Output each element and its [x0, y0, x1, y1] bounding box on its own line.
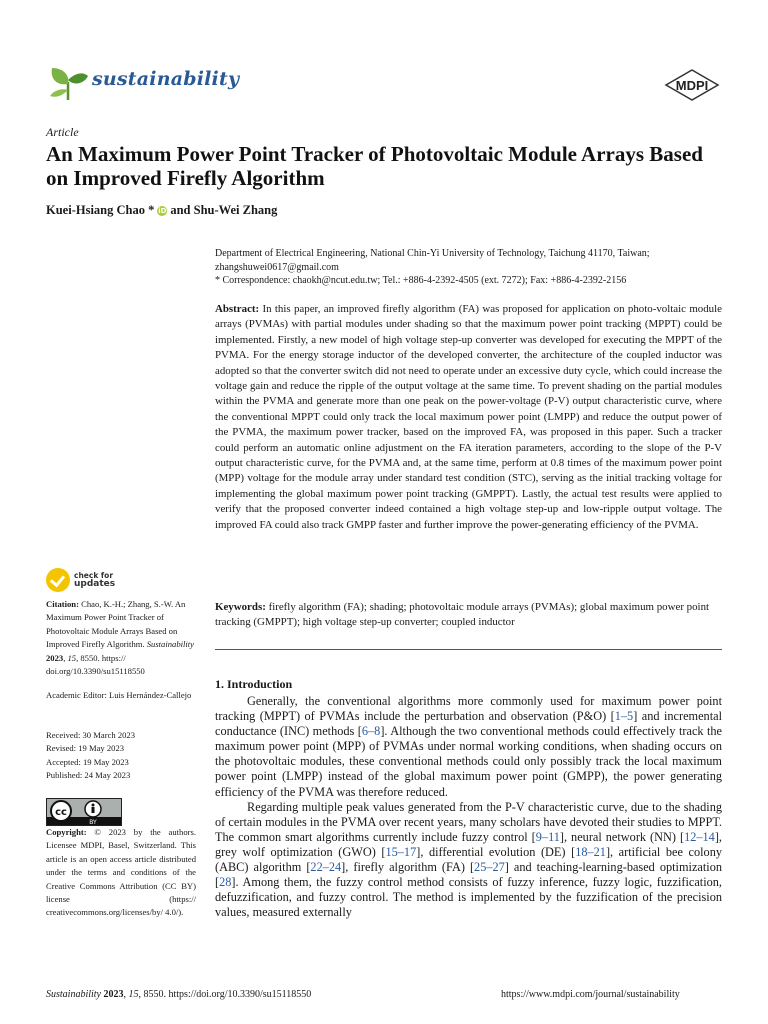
abstract-text: In this paper, an improved firefly algorithm (FA) was proposed for application on photo-voltaic module arrays (PVMAs) with partial modules under shading so that the maximum power point tracking (MPPT) could be implemented. Firstly, a new model of high voltage step-up converter was developed for executing the MPPT of the PVMA. For the energy storage inductor of the developed converter, the architecture of the coupled inductor was adopted so that the converter switch did not need to operate under an excessive duty cycle, which could increase the voltage gain and reduce the ripple of the output voltage at the same time. To prevent shading on the partial modules within the PVMA and generate more than one peak on the power-voltage (P-V) output characteristic curve, where the conventional MPPT could only track the local maximum power point (LMPP) and reduce the output power of the PVMA, the maximum power tracker, based on the improved FA, was proposed in this paper. Such a tracker could perform an automatic online adjustment on the FA iteration parameters, according to the slope of the P-V output characteristic curve, for the PVMA and, at the same time, perform at 0.8 times of the maximum power point (MPP) voltage for the module array under standard test condition (STC), serving as the initial tracking voltage for implementing the global maximum power point tracking (GMPPT). Lastly, the actual test results were applied to verify that the proposed converter indeed contained a high voltage step-up and low-ripple output voltage. The improved FA could also track GMPP faster and further improve the power-generating efficiency of the PVMA. — [215, 303, 722, 531]
citation-link[interactable]: 25–27 — [474, 860, 505, 875]
citation-link[interactable]: 15–17 — [385, 844, 417, 859]
author-list — [46, 203, 277, 218]
citation-link[interactable]: 22–24 — [310, 860, 342, 875]
article-type: Article — [46, 125, 79, 139]
date-revised: Revised: 19 May 2023 — [46, 743, 125, 754]
svg-text:cc: cc — [55, 807, 67, 818]
citation-block: Citation: Chao, K.-H.; Zhang, S.-W. An Maximum Power Point Tracker of Photovoltaic Module Arrays Based on Improved Firefly Algorithm. Sustainability 2023, 15, 8550. https:// doi.org/10.3390/su15118550 — [46, 599, 194, 677]
orcid-icon[interactable]: iD — [158, 206, 167, 215]
copyright-label: Copyright: — [46, 827, 87, 837]
citation-doi[interactable]: , 8550. https:// doi.org/10.3390/su15118550 — [46, 652, 145, 677]
date-accepted: Accepted: 19 May 2023 — [46, 756, 129, 767]
correspondence: * Correspondence: chaokh@ncut.edu.tw; Tel.: +886-4-2392-4505 (ext. 7272); Fax: +886-4-2392-2156 — [215, 275, 627, 286]
license-badge-label: BY — [89, 819, 97, 825]
paragraph: Generally, the conventional algorithms more commonly used for maximum power point tracking (MPPT) of PVMAs include the perturbation and observation (P&O) [1–5] and incremental conductance (INC) methods [6–8]. Although the two conventional methods could effectively track the maximum power point (MPP) of PVMAs under normal working conditions, when shading occurs on the photovoltaic modules, these conventional methods could only possibly track the local maximum power point (LMPP) instead of the global maximum power point (GMPP), the power generating efficiency of the PVMA was therefore reduced. — [215, 694, 722, 799]
keywords-label: Keywords: — [215, 601, 266, 613]
paper-title: An Maximum Power Point Tracker of Photovoltaic Module Arrays Based on Improved Firefly Algorithm — [46, 142, 703, 190]
journal-name: sustainability — [92, 68, 240, 90]
check-updates-icon — [46, 568, 70, 592]
cc-by-license-icon[interactable] — [46, 798, 122, 826]
mdpi-logo — [664, 68, 720, 102]
abstract-label: Abstract: — [215, 303, 260, 315]
citation-label: Citation: — [46, 599, 79, 609]
footer-journal-url[interactable]: https://www.mdpi.com/journal/sustainability — [501, 989, 680, 1000]
abstract — [215, 302, 722, 533]
academic-editor: Academic Editor: Luis Hernández-Callejo — [46, 690, 192, 700]
affiliation-line: Department of Electrical Engineering, National Chin-Yi University of Technology, Taichung 41170, Taiwan; — [215, 248, 650, 259]
copyright-notice — [46, 826, 196, 920]
section-divider — [215, 649, 722, 650]
affiliation — [215, 247, 725, 288]
leaf-plant-icon — [46, 60, 90, 104]
paragraph: Regarding multiple peak values generated from the P-V characteristic curve, due to the shading of certain modules in the PVMA over recent years, many scholars have devoted their studies to MPPT. The common smart algorithms currently include fuzzy control [9–11], neural network (NN) [12–14], grey wolf optimization (GWO) [15–17], differential evolution (DE) [18–21], artificial bee colony (ABC) algorithm [22–24], firefly algorithm (FA) [25–27] and teaching-learning-based optimization [28]. Among them, the fuzzy control method consists of fuzzy inference, fuzzy logic, fuzzification, defuzzification, and fuzzy control. The method is implemented by the fuzzification of the precision values, measured externally — [215, 799, 722, 920]
publication-dates — [46, 729, 196, 783]
keywords — [215, 600, 722, 631]
citation-link[interactable]: 18–21 — [575, 844, 606, 859]
citation-link[interactable]: 6–8 — [361, 724, 381, 739]
section-heading: 1. Introduction — [215, 677, 293, 691]
keywords-text: firefly algorithm (FA); shading; photovoltaic module arrays (PVMAs); global maximum power point tracking (GMPPT); high voltage step-up converter; coupled inductor — [215, 601, 710, 629]
author-2: and Shu-Wei Zhang — [170, 203, 278, 217]
citation-link[interactable]: 9–11 — [535, 829, 560, 844]
citation-link[interactable]: 12–14 — [684, 829, 715, 844]
introduction-body — [215, 694, 722, 920]
citation-link[interactable]: 28 — [219, 875, 232, 890]
citation-text: Chao, K.-H.; Zhang, S.-W. An Maximum Power Point Tracker of Photovoltaic Module Arrays Based on Improved Firefly Algorithm. — [46, 599, 186, 650]
author-1: Kuei-Hsiang Chao * — [46, 203, 155, 217]
check-for-updates-button[interactable] — [46, 568, 115, 592]
date-received: Received: 30 March 2023 — [46, 730, 136, 740]
publisher-name: MDPI — [675, 78, 709, 93]
citation-link[interactable]: 1–5 — [614, 709, 634, 724]
footer-citation: Sustainability 2023, 15, 8550. https://doi.org/10.3390/su15118550 — [46, 989, 312, 1000]
copyright-text: © 2023 by the authors. Licensee MDPI, Basel, Switzerland. This article is an open access article distributed under the terms and conditions of the Creative Commons Attribution (CC BY) license (https:// creativecommons.org/licenses/by/ 4.0/). — [46, 827, 196, 918]
date-published: Published: 24 May 2023 — [46, 770, 131, 781]
affiliation-email[interactable]: zhangshuwei0617@gmail.com — [215, 261, 339, 273]
check-updates-label: check for updates — [74, 571, 116, 589]
